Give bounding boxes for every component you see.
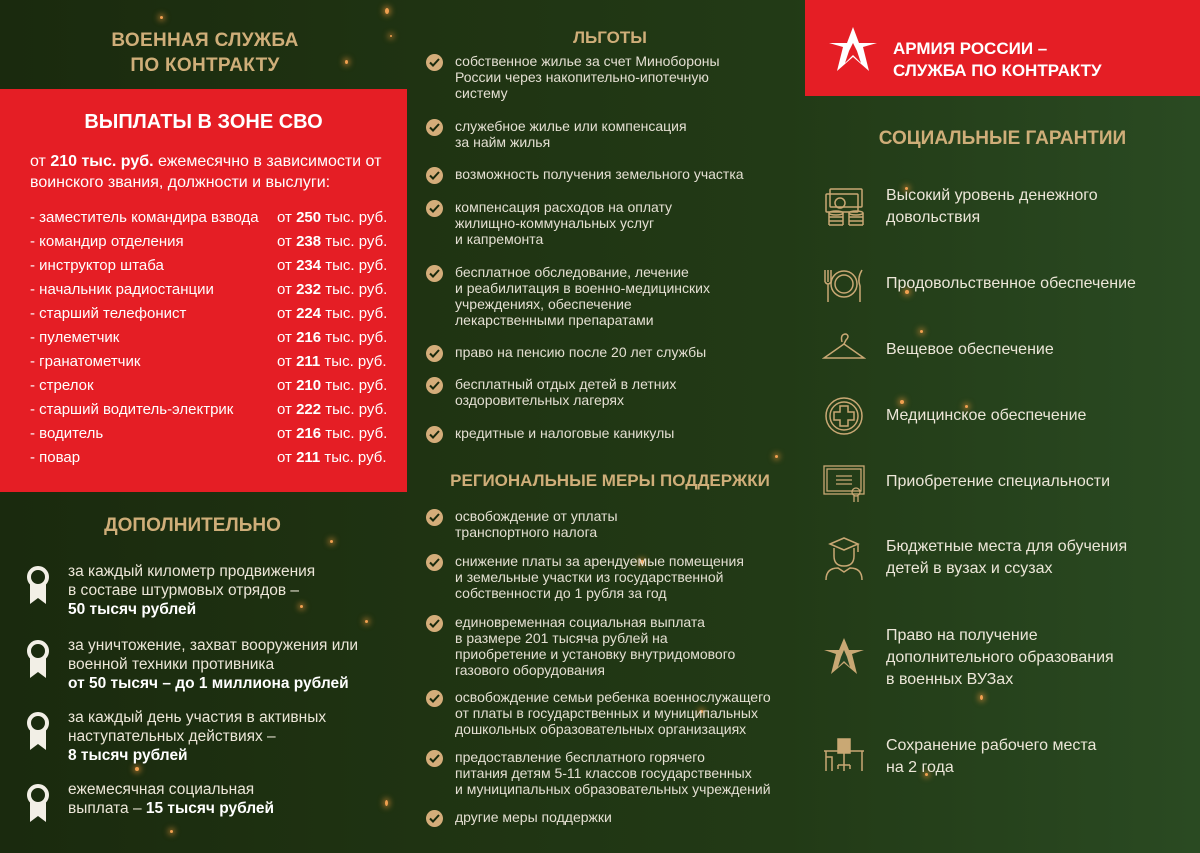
check-icon	[426, 119, 443, 136]
service-title-line2: ПО КОНТРАКТУ	[130, 55, 280, 76]
guarantee-item: Вещевое обеспечение	[822, 328, 1192, 372]
guarantee-item: Медицинское обеспечение	[822, 394, 1192, 438]
pay-row	[30, 398, 390, 422]
award-ribbon-icon	[22, 712, 54, 752]
pay-row	[30, 446, 390, 470]
benefit-item: служебное жилье или компенсация за найм жилья	[426, 118, 806, 150]
pay-row	[30, 254, 390, 278]
position: - старший водитель-электрик	[30, 401, 234, 418]
position: - заместитель командира взвода	[30, 209, 259, 226]
extra-text: военной техники противника	[68, 656, 275, 673]
benefit-item: возможность получения земельного участка	[426, 166, 806, 184]
extra-amount: 8 тысяч рублей	[68, 747, 188, 764]
guarantee-item: Высокий уровень денежного довольствия	[822, 185, 1192, 229]
social-guarantees-title: СОЦИАЛЬНЫЕ ГАРАНТИИ	[878, 128, 1127, 149]
amount: от 216 тыс. руб.	[277, 425, 388, 442]
pay-row	[30, 374, 390, 398]
check-icon	[426, 615, 443, 632]
extra-item	[22, 708, 402, 765]
amount: от 211 тыс. руб.	[277, 353, 387, 370]
extra-text: за каждый день участия в активных	[68, 709, 327, 726]
intro-rest: ежемесячно в зависимости от воинского звания, должности и выслуги:	[30, 153, 382, 191]
award-ribbon-icon	[22, 566, 54, 606]
pay-row	[30, 350, 390, 374]
benefit-item: кредитные и налоговые каникулы	[426, 425, 806, 443]
check-icon	[426, 345, 443, 362]
benefit-item: компенсация расходов на оплату жилищно-коммунальных услуг и капремонта	[426, 199, 806, 247]
banner-line2: СЛУЖБА ПО КОНТРАКТУ	[893, 61, 1102, 80]
graduate-icon	[822, 536, 866, 580]
position: - командир отделения	[30, 233, 184, 250]
position: - начальник радиостанции	[30, 281, 214, 298]
extra-item	[22, 780, 402, 824]
amount: от 232 тыс. руб.	[277, 281, 388, 298]
position: - повар	[30, 449, 81, 466]
guarantee-item: Продовольственное обеспечение	[822, 262, 1192, 306]
regional-item: другие меры поддержки	[426, 809, 806, 827]
check-icon	[426, 426, 443, 443]
pay-row	[30, 230, 390, 254]
benefit-item: бесплатное обследование, лечение и реабилитация в военно-медицинских учреждениях, обеспечение лекарственными препаратами	[426, 264, 806, 328]
regional-title: РЕГИОНАЛЬНЫЕ МЕРЫ ПОДДЕРЖКИ	[450, 471, 770, 490]
extra-item	[22, 562, 402, 619]
extra-text: наступательных действиях –	[68, 728, 276, 745]
pay-row	[30, 206, 390, 230]
hanger-icon	[822, 328, 866, 372]
pay-row	[30, 302, 390, 326]
svo-title: ВЫПЛАТЫ В ЗОНЕ СВО	[84, 111, 323, 133]
service-title-line1: ВОЕННАЯ СЛУЖБА	[111, 30, 299, 51]
check-icon	[426, 54, 443, 71]
guarantee-item: Сохранение рабочего места на 2 года	[822, 735, 1192, 779]
benefit-item: право на пенсию после 20 лет службы	[426, 344, 806, 362]
regional-item: освобождение от уплаты транспортного налога	[426, 508, 806, 540]
award-ribbon-icon	[22, 784, 54, 824]
extra-title: ДОПОЛНИТЕЛЬНО	[104, 515, 281, 536]
plate-cutlery-icon	[822, 262, 866, 306]
extra-text: за уничтожение, захват вооружения или	[68, 637, 359, 654]
award-ribbon-icon	[22, 640, 54, 680]
benefit-item: бесплатный отдых детей в летних оздоровительных лагерях	[426, 376, 806, 408]
amount: от 250 тыс. руб.	[277, 209, 388, 226]
amount: от 234 тыс. руб.	[277, 257, 388, 274]
medical-cross-icon	[822, 394, 866, 438]
amount: от 224 тыс. руб.	[277, 305, 388, 322]
guarantee-item: Право на получение дополнительного образования в военных ВУЗах	[822, 625, 1192, 691]
guarantee-item: Приобретение специальности	[822, 460, 1192, 504]
service-title	[0, 28, 410, 78]
check-icon	[426, 265, 443, 282]
amount: от 216 тыс. руб.	[277, 329, 388, 346]
check-icon	[426, 509, 443, 526]
benefits-title: ЛЬГОТЫ	[573, 28, 647, 47]
intro-amount: 210 тыс. руб.	[50, 153, 154, 170]
guarantee-item: Бюджетные места для обучения детей в вузах и ссузах	[822, 536, 1192, 580]
position: - водитель	[30, 425, 104, 442]
position: - гранатометчик	[30, 353, 141, 370]
extra-text: в составе штурмовых отрядов –	[68, 582, 300, 599]
check-icon	[426, 810, 443, 827]
army-star-icon	[822, 636, 866, 680]
extra-text: ежемесячная социальная	[68, 781, 255, 798]
svo-payments-panel	[0, 89, 407, 492]
position: - стрелок	[30, 377, 94, 394]
intro-prefix: от	[30, 153, 51, 170]
pay-list	[30, 206, 390, 470]
workplace-icon	[822, 735, 866, 779]
extra-text: за каждый километр продвижения	[68, 563, 316, 580]
check-icon	[426, 167, 443, 184]
pay-row	[30, 326, 390, 350]
benefit-item: собственное жилье за счет Минобороны России через накопительно-ипотечную систему	[426, 53, 806, 101]
extra-text: выплата –	[68, 800, 146, 817]
extra-amount: 15 тысяч рублей	[145, 800, 275, 817]
money-coins-icon	[822, 185, 866, 229]
check-icon	[426, 750, 443, 767]
amount: от 210 тыс. руб.	[277, 377, 388, 394]
amount: от 211 тыс. руб.	[277, 449, 387, 466]
extra-amount: 50 тысяч рублей	[68, 601, 197, 618]
position: - старший телефонист	[30, 305, 187, 322]
army-star-logo-icon	[827, 25, 879, 73]
pay-row	[30, 278, 390, 302]
certificate-icon	[822, 460, 866, 504]
check-icon	[426, 377, 443, 394]
regional-item: предоставление бесплатного горячего питания детям 5-11 классов государственных и муниципальных образовательных учреждений	[426, 749, 806, 797]
check-icon	[426, 690, 443, 707]
extra-amount: от 50 тысяч – до 1 миллиона рублей	[68, 675, 349, 692]
position: - пулеметчик	[30, 329, 120, 346]
regional-item: единовременная социальная выплата в размере 201 тысяча рублей на приобретение и установку внутридомового газового оборудования	[426, 614, 806, 678]
amount: от 238 тыс. руб.	[277, 233, 388, 250]
pay-row	[30, 422, 390, 446]
amount: от 222 тыс. руб.	[277, 401, 388, 418]
regional-item: снижение платы за арендуемые помещения и земельные участки из государственной собственности до 1 рубля за год	[426, 553, 806, 601]
extra-item	[22, 636, 402, 693]
check-icon	[426, 554, 443, 571]
banner-line1: АРМИЯ РОССИИ –	[893, 39, 1048, 58]
regional-item: освобождение семьи ребенка военнослужащего от платы в государственных и муниципальных дошкольных образовательных организациях	[426, 689, 806, 737]
position: - инструктор штаба	[30, 257, 164, 274]
svo-intro	[30, 151, 400, 193]
army-banner	[805, 0, 1200, 96]
check-icon	[426, 200, 443, 217]
